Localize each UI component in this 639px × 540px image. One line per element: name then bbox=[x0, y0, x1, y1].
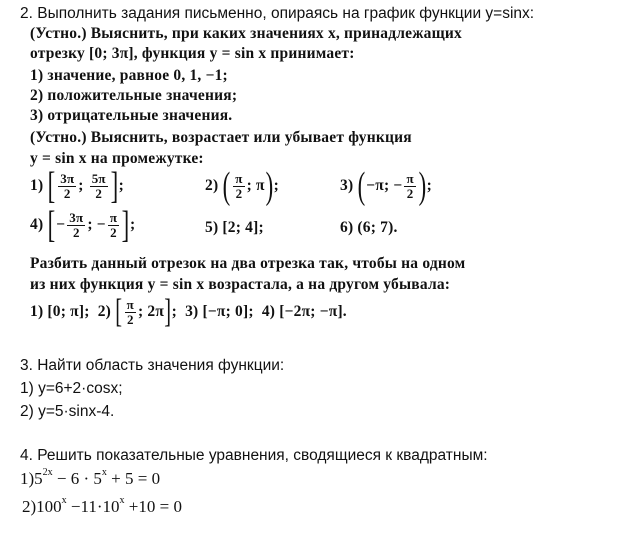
segment-4: 4) [−2π; −π]. bbox=[261, 303, 347, 320]
question1-item-2: 2) положительные значения; bbox=[30, 87, 238, 104]
interval-4: 4) [ − $\frac{3\pi}{2}$ ; − $\frac{\pi}{2}$ ] ; bbox=[30, 204, 136, 246]
question1-item-3: 3) отрицательные значения. bbox=[30, 107, 233, 124]
segment-2-label: 2) bbox=[97, 303, 112, 320]
equation-2: $2)100^x -11\cdot 10^x +10 = 0$ bbox=[22, 495, 182, 516]
task4-heading: 4. Решить показательные уравнения, сводящиеся к квадратным: bbox=[20, 447, 488, 464]
task2-heading: 2. Выполнить задания письменно, опираясь на график функции y=sinx: bbox=[20, 5, 535, 22]
equation-1: $1)5^{2x} - 6 \cdot 5^x + 5 = 0$ bbox=[20, 467, 161, 488]
segment-2-fraction: $\frac{\pi}{2}$ bbox=[126, 296, 134, 327]
task3-item-1: 1) y=6+2·cosx; bbox=[20, 380, 123, 397]
question1-item-1: 1) значение, равное 0, 1, −1; bbox=[30, 67, 228, 84]
question2-line2: y = sin x на промежутке: bbox=[30, 150, 204, 167]
interval-1: 1) [ $\frac{3\pi}{2}$ ; $\frac{5\pi}{2}$ ] ; bbox=[30, 165, 124, 207]
question3-line2: из них функция y = sin x возрастала, а на другом убывала: bbox=[30, 276, 451, 293]
interval-5: 5) [2; 4]; bbox=[205, 219, 264, 236]
segment-3: 3) [−π; 0]; bbox=[185, 303, 254, 320]
question1-line2: отрезку [0; 3π], функция y = sin x принимает: bbox=[30, 45, 355, 62]
task3-heading: 3. Найти область значения функции: bbox=[20, 357, 285, 374]
question1-line1: (Устно.) Выяснить, при каких значениях x, принадлежащих bbox=[30, 25, 462, 42]
segments-row: 1) [0; π]; 2) [ $\frac{\pi}{2}$ ; 2π ] ; 3) [−π; 0]; 4) [−2π; −π]. bbox=[30, 293, 347, 330]
interval-3: 3) ( −π ; − $\frac{\pi}{2}$ ) ; bbox=[340, 165, 433, 207]
task3-item-2: 2) y=5·sinx-4. bbox=[20, 403, 115, 420]
question3-line1: Разбить данный отрезок на два отрезка так, чтобы на одном bbox=[30, 255, 466, 272]
interval-6: 6) (6; 7). bbox=[340, 219, 398, 236]
segment-1: 1) [0; π]; bbox=[30, 303, 90, 320]
question2-line1: (Устно.) Выяснить, возрастает или убывает функция bbox=[30, 129, 412, 146]
interval-2: 2) ( $\frac{\pi}{2}$ ; π ) ; bbox=[205, 165, 279, 207]
